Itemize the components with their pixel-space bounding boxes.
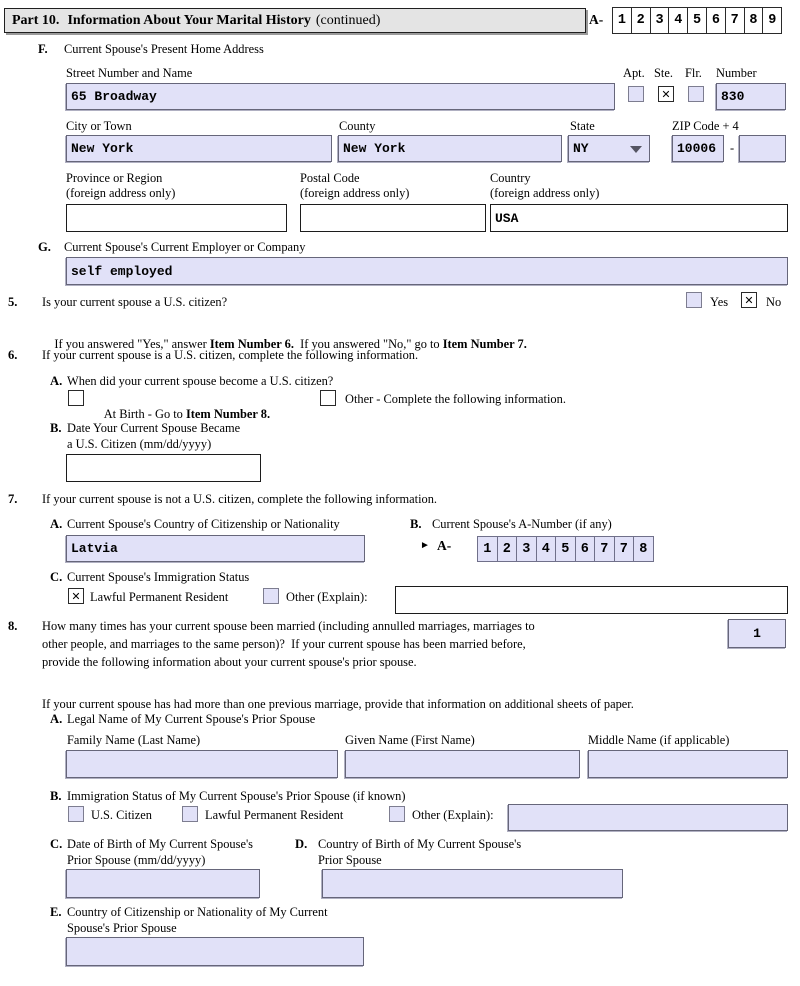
header-anumber-digit[interactable]: 4: [668, 7, 688, 34]
province-input[interactable]: [66, 204, 287, 232]
employer-input[interactable]: self employed: [66, 257, 788, 285]
country-label: Country: [490, 171, 531, 185]
item8e-label-line1: Country of Citizenship or Nationality of My Current: [67, 905, 328, 919]
lpr-label: Lawful Permanent Resident: [90, 590, 229, 604]
item8d-label-line2: Prior Spouse: [318, 853, 382, 867]
spouse-anumber-digit[interactable]: 6: [575, 536, 596, 562]
spouse-anumber-digit[interactable]: 1: [477, 536, 498, 562]
item7c-label: Current Spouse's Immigration Status: [67, 570, 250, 584]
citizen-date-input[interactable]: [66, 454, 261, 482]
item6a-letter: A.: [50, 374, 63, 388]
header-anumber-digit[interactable]: 8: [744, 7, 764, 34]
item6-number: 6.: [8, 348, 18, 362]
middle-name-label: Middle Name (if applicable): [588, 733, 730, 747]
prior-lpr-label: Lawful Permanent Resident: [205, 808, 344, 822]
item6-text: If your current spouse is a U.S. citizen, complete the following information.: [42, 348, 419, 362]
spouse-anumber-digit[interactable]: 4: [536, 536, 557, 562]
item8a-letter: A.: [50, 712, 63, 726]
item8d-letter: D.: [295, 837, 308, 851]
item5-note-bold: Item Number 6.: [209, 336, 294, 351]
zip-plus4-input[interactable]: [739, 135, 786, 162]
other-citizen-checkbox[interactable]: [320, 390, 336, 406]
postal-code-label: Postal Code: [300, 171, 360, 185]
family-name-label: Family Name (Last Name): [67, 733, 201, 747]
item8c-letter: C.: [50, 837, 63, 851]
a-number-arrow-icon: ►: [420, 540, 430, 551]
spouse-anumber-digit[interactable]: 2: [497, 536, 518, 562]
province-label: Province or Region: [66, 171, 163, 185]
prior-other-checkbox[interactable]: [389, 806, 405, 822]
item5-note-bold: Item Number 7.: [442, 336, 527, 351]
prior-citizenship-input[interactable]: [66, 937, 364, 966]
item8-question-line3: provide the following information about your current spouse's prior spouse.: [42, 655, 417, 669]
item5-note-part: If you answered "Yes," answer: [54, 336, 210, 351]
apt-checkbox[interactable]: [628, 86, 644, 102]
state-select[interactable]: [568, 135, 650, 162]
citizen-no-checkbox[interactable]: ✕: [741, 292, 757, 308]
item8-question-line2: other people, and marriages to the same person)? If your current spouse has been married before,: [42, 637, 526, 651]
prior-lpr-checkbox[interactable]: [182, 806, 198, 822]
postal-code-input[interactable]: [300, 204, 486, 232]
country-input[interactable]: USA: [490, 204, 788, 232]
header-anumber-digit[interactable]: 1: [612, 7, 632, 34]
item6b-label-line2: a U.S. Citizen (mm/dd/yyyy): [67, 437, 212, 451]
citizen-yes-label: Yes: [710, 295, 729, 309]
marriage-count-input[interactable]: 1: [728, 619, 786, 648]
item6a-label: When did your current spouse become a U.S. citizen?: [67, 374, 334, 388]
prior-usc-label: U.S. Citizen: [91, 808, 152, 822]
prior-usc-checkbox[interactable]: [68, 806, 84, 822]
item8d-label-line1: Country of Birth of My Current Spouse's: [318, 837, 522, 851]
prior-other-label: Other (Explain):: [412, 808, 494, 822]
item8c-label-line2: Prior Spouse (mm/dd/yyyy): [67, 853, 206, 867]
citizen-yes-checkbox[interactable]: [686, 292, 702, 308]
item-g-letter: G.: [38, 240, 51, 254]
unit-number-input[interactable]: 830: [716, 83, 786, 110]
flr-checkbox[interactable]: [688, 86, 704, 102]
header-anumber-digit[interactable]: 9: [762, 7, 782, 34]
street-label: Street Number and Name: [66, 66, 193, 80]
street-input[interactable]: 65 Broadway: [66, 83, 615, 110]
item8-number: 8.: [8, 619, 18, 633]
item7c-letter: C.: [50, 570, 63, 584]
flr-label: Flr.: [685, 66, 702, 80]
zip-separator: -: [730, 141, 735, 155]
item8c-label-line1: Date of Birth of My Current Spouse's: [67, 837, 254, 851]
item8e-letter: E.: [50, 905, 62, 919]
item8b-letter: B.: [50, 789, 62, 803]
zip-label: ZIP Code + 4: [672, 119, 739, 133]
prior-dob-input[interactable]: [66, 869, 260, 898]
apt-label: Apt.: [623, 66, 645, 80]
item7b-label: Current Spouse's A-Number (if any): [432, 517, 612, 531]
item7b-letter: B.: [410, 517, 422, 531]
number-label: Number: [716, 66, 757, 80]
item-f-title: Current Spouse's Present Home Address: [64, 42, 264, 56]
family-name-input[interactable]: [66, 750, 338, 778]
county-input[interactable]: New York: [338, 135, 562, 162]
header-anumber-digit[interactable]: 3: [650, 7, 670, 34]
status-other-input[interactable]: [395, 586, 788, 614]
middle-name-input[interactable]: [588, 750, 788, 778]
item6b-label-line1: Date Your Current Spouse Became: [67, 421, 241, 435]
item8e-label-line2: Spouse's Prior Spouse: [67, 921, 177, 935]
item7-number: 7.: [8, 492, 18, 506]
city-label: City or Town: [66, 119, 132, 133]
spouse-anumber-digit[interactable]: 5: [555, 536, 576, 562]
spouse-anumber-digit[interactable]: 3: [516, 536, 537, 562]
part-number: Part 10.: [12, 12, 60, 28]
zip-input[interactable]: 10006: [672, 135, 724, 162]
postal-code-sublabel: (foreign address only): [300, 186, 410, 200]
item5-question: Is your current spouse a U.S. citizen?: [42, 295, 228, 309]
header-anumber-digit[interactable]: 7: [725, 7, 745, 34]
header-anumber-digit[interactable]: 2: [631, 7, 651, 34]
prior-other-input[interactable]: [508, 804, 788, 831]
item8b-label: Immigration Status of My Current Spouse's Prior Spouse (if known): [67, 789, 406, 803]
county-label: County: [339, 119, 376, 133]
item8a-label: Legal Name of My Current Spouse's Prior Spouse: [67, 712, 316, 726]
header-anumber-prefix: A-: [589, 12, 604, 27]
city-input[interactable]: New York: [66, 135, 332, 162]
item7a-letter: A.: [50, 517, 63, 531]
item6b-letter: B.: [50, 421, 62, 435]
spouse-anumber-prefix: A-: [437, 538, 452, 553]
lpr-checkbox[interactable]: ✕: [68, 588, 84, 604]
dropdown-arrow-icon: [630, 146, 642, 153]
item5-number: 5.: [8, 295, 18, 309]
item8-note: If your current spouse has had more than one previous marriage, provide that information on additional sheets of paper.: [42, 697, 634, 711]
given-name-input[interactable]: [345, 750, 580, 778]
ste-label: Ste.: [654, 66, 673, 80]
at-birth-label-text: At Birth - Go to: [103, 406, 186, 421]
item7a-label: Current Spouse's Country of Citizenship or Nationality: [67, 517, 340, 531]
at-birth-label-bold: Item Number 8.: [185, 406, 271, 421]
prior-birth-country-input[interactable]: [322, 869, 623, 898]
spouse-citizenship-input[interactable]: Latvia: [66, 535, 365, 562]
part-continued: (continued): [315, 12, 381, 28]
spouse-anumber-field: [478, 536, 654, 562]
spouse-anumber-digit[interactable]: 7: [594, 536, 615, 562]
item-g-title: Current Spouse's Current Employer or Company: [64, 240, 306, 254]
ste-checkbox[interactable]: ✕: [658, 86, 674, 102]
spouse-anumber-digit[interactable]: 8: [633, 536, 654, 562]
item7-text: If your current spouse is not a U.S. citizen, complete the following information.: [42, 492, 438, 506]
part-title: Information About Your Marital History: [67, 12, 311, 28]
status-other-label: Other (Explain):: [286, 590, 368, 604]
part-header: [4, 8, 586, 33]
header-anumber-field: [613, 7, 782, 34]
province-sublabel: (foreign address only): [66, 186, 176, 200]
given-name-label: Given Name (First Name): [345, 733, 475, 747]
at-birth-checkbox[interactable]: [68, 390, 84, 406]
country-sublabel: (foreign address only): [490, 186, 600, 200]
item5-note-part: If you answered "No," go to: [293, 336, 443, 351]
state-label: State: [570, 119, 595, 133]
item8-question-line1: How many times has your current spouse been married (including annulled marriages, marriages to: [42, 619, 535, 633]
header-anumber-digit[interactable]: 5: [687, 7, 707, 34]
state-value: NY: [573, 141, 589, 156]
citizen-no-label: No: [766, 295, 782, 309]
status-other-checkbox[interactable]: [263, 588, 279, 604]
other-citizen-label: Other - Complete the following information.: [345, 392, 566, 406]
item-f-letter: F.: [38, 42, 48, 56]
spouse-anumber-digit[interactable]: 7: [614, 536, 635, 562]
header-anumber-digit[interactable]: 6: [706, 7, 726, 34]
